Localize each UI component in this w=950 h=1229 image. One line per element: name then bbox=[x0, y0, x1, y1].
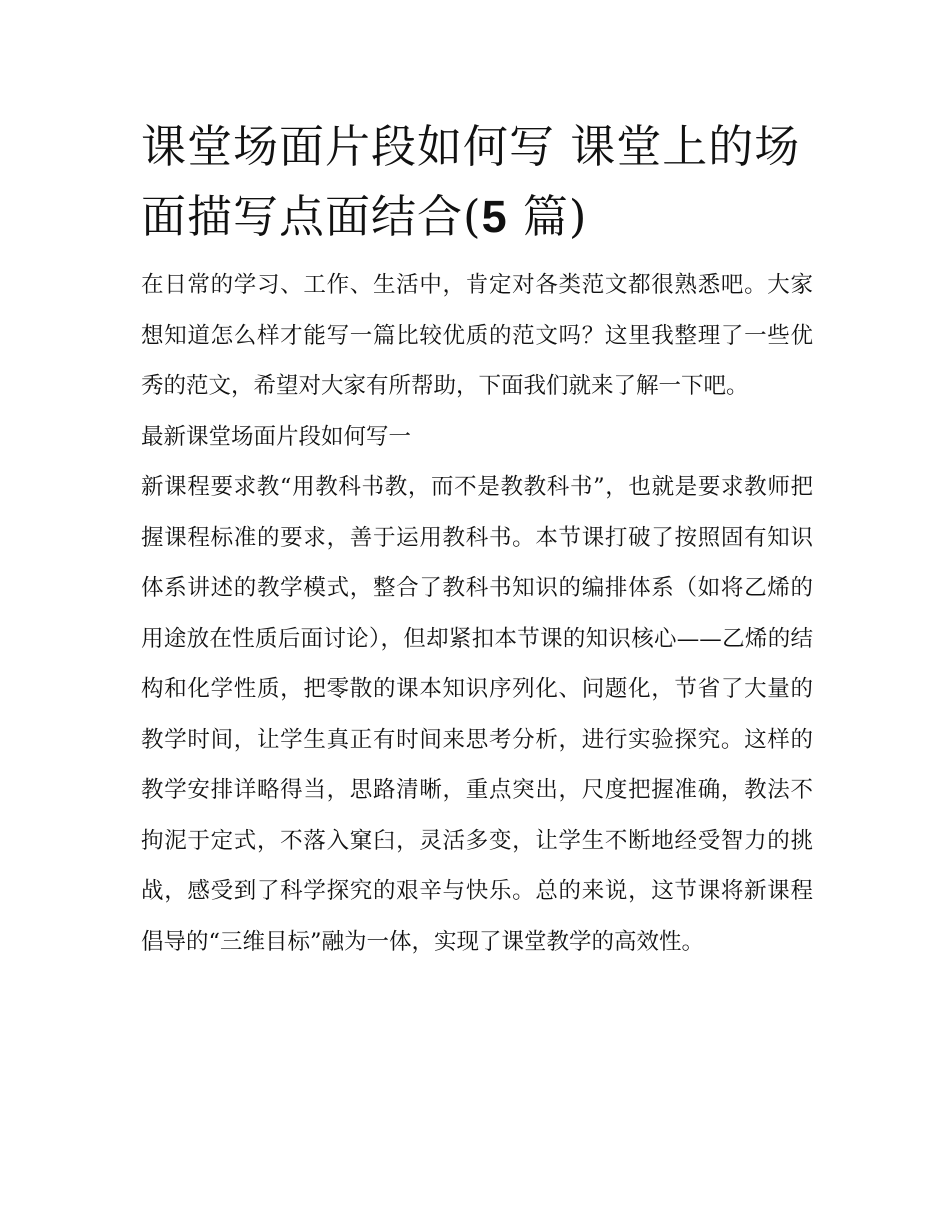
title-text-part1: 课堂场面片段如何写 课堂上的场面描写点面结合( bbox=[141, 120, 801, 243]
title-article-count: 5 bbox=[481, 191, 508, 242]
intro-paragraph: 在日常的学习、工作、生活中，肯定对各类范文都很熟悉吧。大家想知道怎么样才能写一篇比较优质的范文吗？这里我整理了一些优秀的范文，希望对大家有所帮助，下面我们就来了解一下吧。 bbox=[141, 272, 813, 399]
body-paragraph: 新课程要求教“用教科书教，而不是教教科书”，也就是要求教师把握课程标准的要求，善于运用教科书。本节课打破了按照固有知识体系讲述的教学模式，整合了教科书知识的编排体系（如将乙烯的用途放在性质后面讨论），但却紧扣本节课的知识核心——乙烯的结构和化学性质，把零散的课本知识序列化、问题化，节省了大量的教学时间，让学生真正有时间来思考分析，进行实验探究。这样的教学安排详略得当，思路清晰，重点突出，尺度把握准确，教法不拘泥于定式，不落入窠臼，灵活多变，让学生不断地经受智力的挑战，感受到了科学探究的艰辛与快乐。总的来说，这节课将新课程倡导的“三维目标”融为一体，实现了课堂教学的高效性。 bbox=[141, 474, 813, 955]
document-content bbox=[141, 112, 813, 967]
section-heading: 最新课堂场面片段如何写一 bbox=[141, 423, 412, 450]
document-title bbox=[141, 112, 813, 252]
title-text-part2: 篇) bbox=[507, 190, 588, 243]
